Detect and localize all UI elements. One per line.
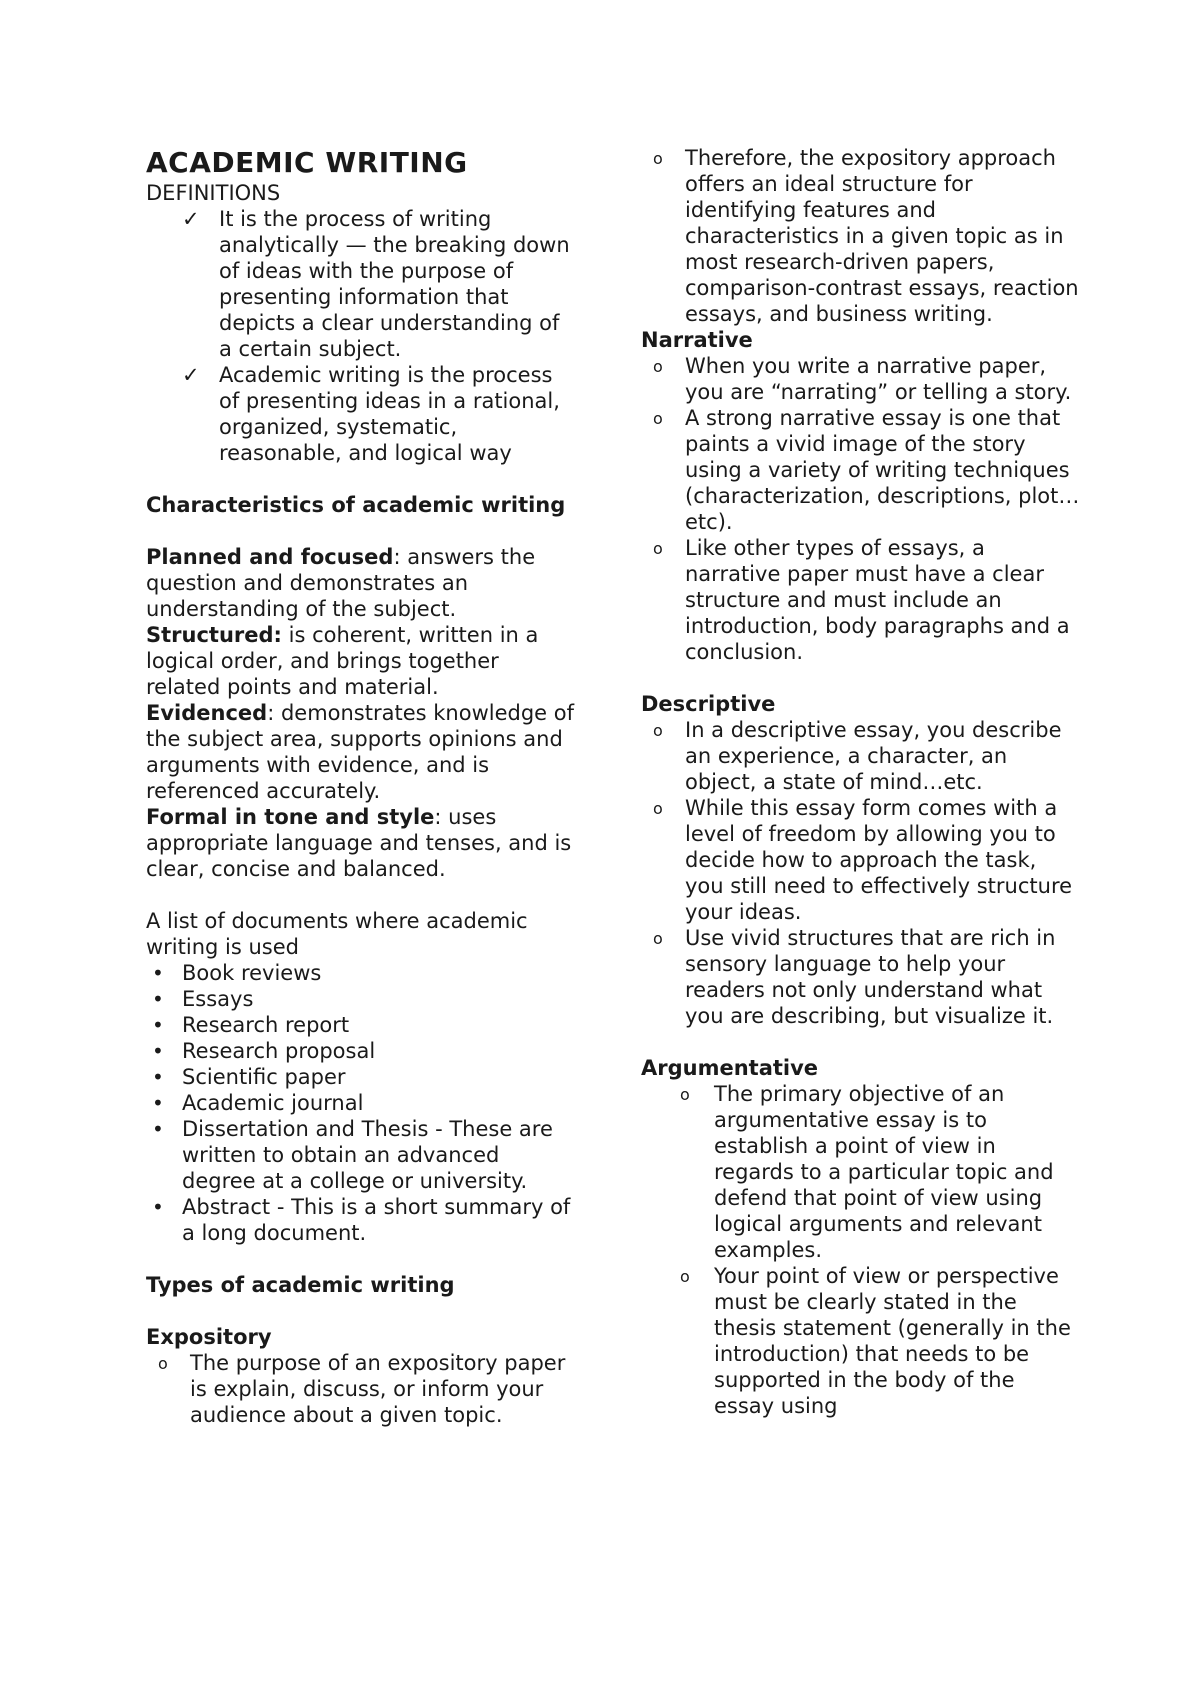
bullet-dot-icon: • [152, 1065, 164, 1089]
circle-bullet-icon: o [158, 1354, 168, 1373]
right-column [641, 145, 1081, 1419]
list-item: o When you write a narrative paper, you are “narrating” or telling a story. [653, 354, 1072, 404]
list-item: • Research proposal [152, 1039, 376, 1063]
argumentative-heading: Argumentative [641, 1056, 819, 1080]
characteristics-heading: Characteristics of academic writing [146, 493, 566, 517]
narrative-list [641, 353, 1081, 665]
list-item: ✓ Academic writing is the process of presenting ideas in a rational, organized, systematic, reasonable, and logical way [182, 363, 560, 465]
characteristic-item: Structured: is coherent, written in a logical order, and brings together related points and material. [146, 623, 539, 699]
list-item: o Like other types of essays, a narrative paper must have a clear structure and must include an introduction, body paragraphs and a conclusion. [653, 536, 1070, 664]
list-item: • Scientific paper [152, 1065, 346, 1089]
circle-bullet-icon: o [653, 357, 663, 376]
characteristic-item: Evidenced: demonstrates knowledge of the subject area, supports opinions and arguments with evidence, and is referenced accurately. [146, 701, 574, 803]
circle-bullet-icon: o [653, 539, 663, 558]
list-item: o While this essay form comes with a level of freedom by allowing you to decide how to approach the task, you still need to effectively structure your ideas. [653, 796, 1073, 924]
bullet-dot-icon: • [152, 1091, 164, 1115]
list-item: • Book reviews [152, 961, 322, 985]
list-item: • Academic journal [152, 1091, 364, 1115]
descriptive-heading: Descriptive [641, 692, 776, 716]
types-heading: Types of academic writing [146, 1273, 455, 1297]
list-item: o The purpose of an expository paper is explain, discuss, or inform your audience about a given topic. [158, 1351, 566, 1427]
list-item: • Research report [152, 1013, 350, 1037]
descriptive-list [641, 717, 1081, 1029]
list-item: o Your point of view or perspective must be clearly stated in the thesis statement (generally in the introduction) that needs to be supported in the body of the essay using [680, 1264, 1071, 1418]
bullet-dot-icon: • [152, 987, 164, 1011]
check-mark-icon: ✓ [182, 207, 200, 231]
list-item: • Dissertation and Thesis - These are written to obtain an advanced degree at a college or university. [152, 1117, 553, 1193]
page-title: ACADEMIC WRITING [146, 146, 468, 179]
bullet-dot-icon: • [152, 961, 164, 985]
documents-list [146, 960, 576, 1246]
bullet-dot-icon: • [152, 1013, 164, 1037]
bullet-dot-icon: • [152, 1195, 164, 1219]
circle-bullet-icon: o [653, 409, 663, 428]
bullet-dot-icon: • [152, 1117, 164, 1141]
expository-list [146, 1350, 576, 1428]
characteristic-item: Formal in tone and style: uses appropriate language and tenses, and is clear, concise and balanced. [146, 805, 572, 881]
list-item: • Abstract - This is a short summary of a long document. [152, 1195, 571, 1245]
list-item: o Use vivid structures that are rich in sensory language to help your readers not only understand what you are describing, but visualize it. [653, 926, 1056, 1028]
argumentative-list [641, 1081, 1081, 1419]
list-item: o A strong narrative essay is one that paints a vivid image of the story using a variety of writing techniques (characterization, descriptions, plot…etc). [653, 406, 1080, 534]
list-item: o In a descriptive essay, you describe an experience, a character, an object, a state of mind…etc. [653, 718, 1062, 794]
list-item: • Essays [152, 987, 254, 1011]
left-column [146, 146, 576, 1428]
definitions-label: DEFINITIONS [146, 181, 281, 205]
list-item: ✓ It is the process of writing analytically — the breaking down of ideas with the purpose of presenting information that depicts a clear understanding of a certain subject. [182, 207, 570, 361]
definitions-list [146, 206, 576, 466]
circle-bullet-icon: o [653, 799, 663, 818]
narrative-heading: Narrative [641, 328, 753, 352]
check-mark-icon: ✓ [182, 363, 200, 387]
expository-list-continued [641, 145, 1081, 327]
circle-bullet-icon: o [653, 721, 663, 740]
list-item: o Therefore, the expository approach offers an ideal structure for identifying features and characteristics in a given topic as in most research-driven papers, comparison-contrast essays, reaction essays, and business writing. [653, 146, 1079, 326]
characteristic-item: Planned and focused: answers the question and demonstrates an understanding of the subject. [146, 545, 536, 621]
documents-intro: A list of documents where academic writing is used [146, 909, 528, 959]
list-item: o The primary objective of an argumentative essay is to establish a point of view in regards to a particular topic and defend that point of view using logical arguments and relevant examples. [680, 1082, 1054, 1262]
circle-bullet-icon: o [653, 149, 663, 168]
circle-bullet-icon: o [653, 929, 663, 948]
bullet-dot-icon: • [152, 1039, 164, 1063]
expository-heading: Expository [146, 1325, 272, 1349]
circle-bullet-icon: o [680, 1267, 690, 1286]
circle-bullet-icon: o [680, 1085, 690, 1104]
